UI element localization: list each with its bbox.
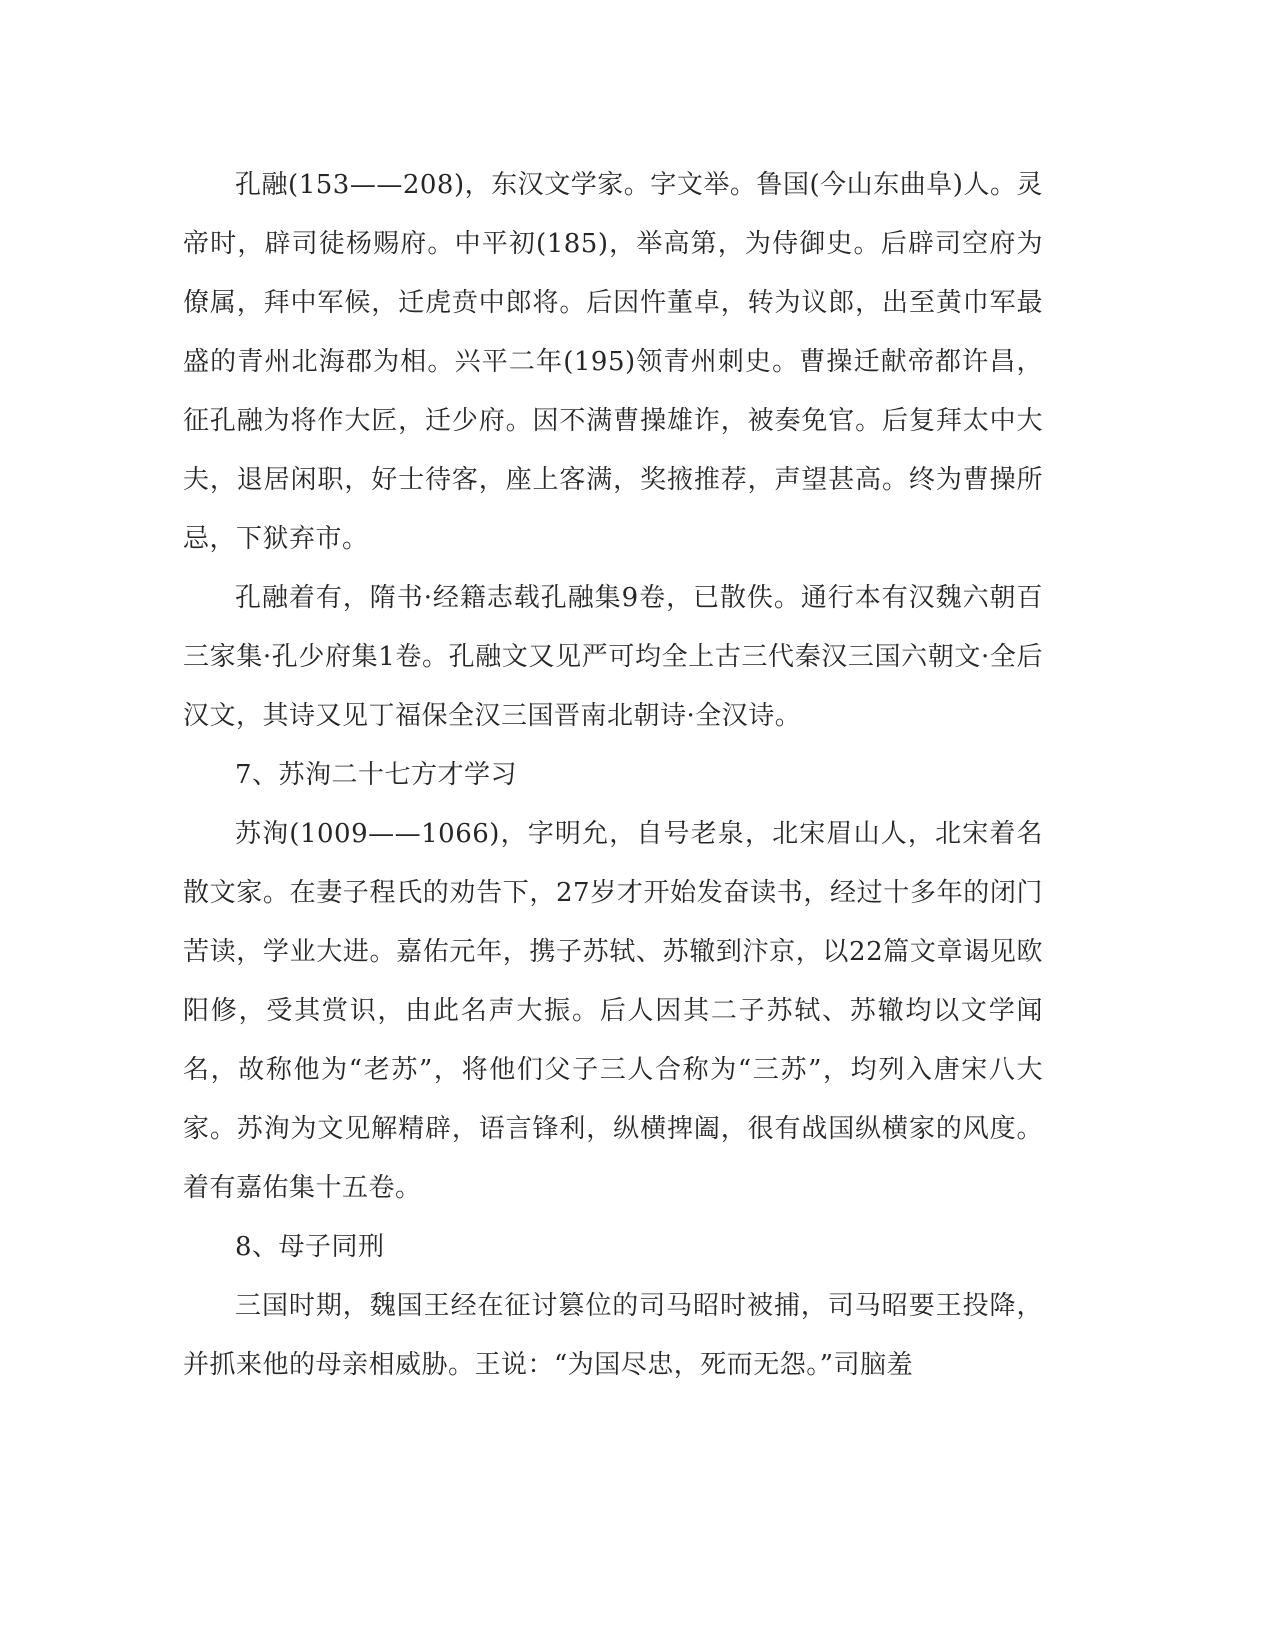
paragraph-kong-rong-works: 孔融着有，隋书·经籍志载孔融集9卷，已散佚。通行本有汉魏六朝百三家集·孔少府集1卷。孔融文又见严可均全上古三代秦汉三国六朝文·全后汉文，其诗又见丁福保全汉三国晋南北朝诗·全汉诗。 <box>183 583 1043 731</box>
section-heading-su-xun: 7、苏洵二十七方才学习 <box>235 760 518 790</box>
section-heading-mother-son: 8、母子同刑 <box>235 1232 385 1262</box>
paragraph-kong-rong-bio: 孔融(153——208)，东汉文学家。字文举。鲁国(今山东曲阜)人。灵帝时，辟司徒杨赐府。中平初(185)，举高第，为侍御史。后辟司空府为僚属，拜中军候，迁虎贲中郎将。后因忤董卓，转为议郎，出至黄巾军最盛的青州北海郡为相。兴平二年(195)领青州刺史。曹操迁献帝都许昌，征孔融为将作大匠，迁少府。因不满曹操雄诈，被奏免官。后复拜太中大夫，退居闲职，好士待客，座上客满，奖掖推荐，声望甚高。终为曹操所忌，下狱弃市。 <box>183 170 1043 554</box>
document-body <box>183 156 1043 1395</box>
paragraph-su-xun-bio: 苏洵(1009——1066)，字明允，自号老泉，北宋眉山人，北宋着名散文家。在妻子程氏的劝告下，27岁才开始发奋读书，经过十多年的闭门苦读，学业大进。嘉佑元年，携子苏轼、苏辙到汴京，以22篇文章谒见欧阳修，受其赏识，由此名声大振。后人因其二子苏轼、苏辙均以文学闻名，故称他为“老苏”，将他们父子三人合称为“三苏”，均列入唐宋八大家。苏洵为文见解精辟，语言锋利，纵横捭阖，很有战国纵横家的风度。着有嘉佑集十五卷。 <box>183 819 1043 1203</box>
paragraph-wang-jing: 三国时期，魏国王经在征讨篡位的司马昭时被捕，司马昭要王投降，并抓来他的母亲相威胁。王说：“为国尽忠，死而无怨。”司脑羞 <box>183 1291 1043 1380</box>
